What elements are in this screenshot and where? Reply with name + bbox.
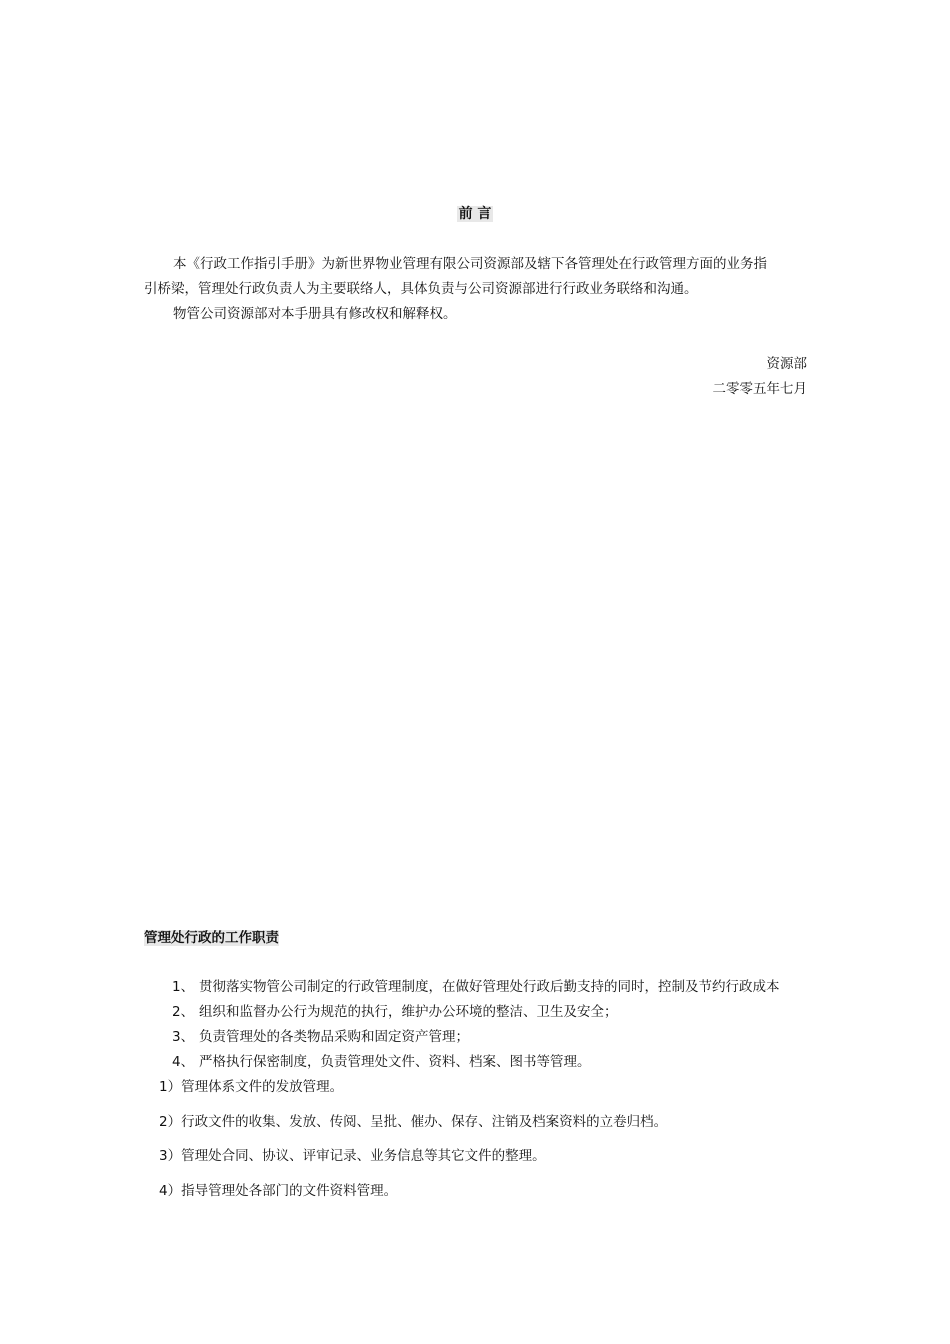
preface-paragraph-2: 物管公司资源部对本手册具有修改权和解释权。 <box>173 306 457 322</box>
duty-item-4 <box>172 1050 591 1070</box>
duty-item-number: 4、 <box>172 1054 195 1070</box>
sub-item-3: 3）管理处合同、协议、评审记录、业务信息等其它文件的整理。 <box>159 1148 546 1164</box>
sub-item-2: 2）行政文件的收集、发放、传阅、呈批、催办、保存、注销及档案资料的立卷归档。 <box>159 1114 668 1130</box>
preface-title-text: 前 言 <box>458 206 492 222</box>
duty-item-text: 严格执行保密制度，负责管理处文件、资料、档案、图书等管理。 <box>199 1054 591 1070</box>
duty-item-number: 2、 <box>172 1004 195 1020</box>
sub-item-1: 1）管理体系文件的发放管理。 <box>159 1079 344 1095</box>
preface-title <box>0 203 950 223</box>
preface-paragraph-1-line-1: 本《行政工作指引手册》为新世界物业管理有限公司资源部及辖下各管理处在行政管理方面的业务指 <box>173 256 767 272</box>
duty-item-text: 组织和监督办公行为规范的执行，维护办公环境的整洁、卫生及安全； <box>199 1004 618 1020</box>
preface-date: 二零零五年七月 <box>712 381 807 397</box>
duty-item-text: 贯彻落实物管公司制定的行政管理制度，在做好管理处行政后勤支持的同时，控制及节约行政成本 <box>199 979 780 995</box>
duties-heading-text: 管理处行政的工作职责 <box>144 930 279 946</box>
duty-item-2 <box>172 1000 618 1020</box>
duty-item-number: 1、 <box>172 979 195 995</box>
sub-item-4: 4）指导管理处各部门的文件资料管理。 <box>159 1183 398 1199</box>
duties-heading <box>144 926 279 946</box>
preface-paragraph-1-line-2: 引桥梁，管理处行政负责人为主要联络人，具体负责与公司资源部进行行政业务联络和沟通。 <box>144 281 698 297</box>
duty-item-number: 3、 <box>172 1029 195 1045</box>
duty-item-3 <box>172 1025 469 1045</box>
duty-item-1 <box>172 975 780 995</box>
duty-item-text: 负责管理处的各类物品采购和固定资产管理； <box>199 1029 469 1045</box>
preface-signature: 资源部 <box>766 356 807 372</box>
